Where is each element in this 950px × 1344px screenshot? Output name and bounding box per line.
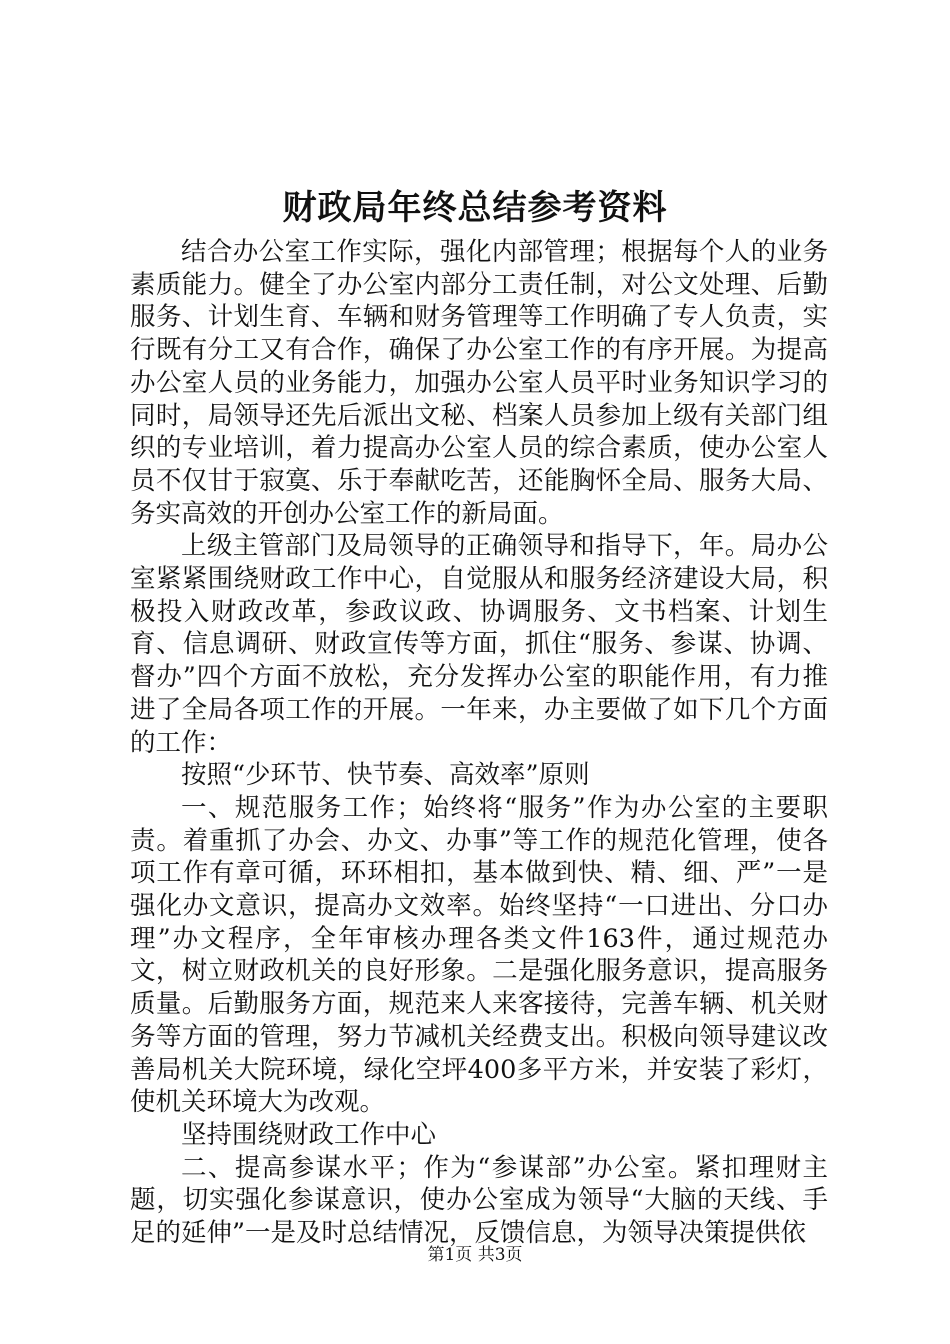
paragraph-office-management: 结合办公室工作实际，强化内部管理；根据每个人的业务素质能力。健全了办公室内部分工责任制，对公文处理、后勤服务、计划生育、车辆和财务管理等工作明确了专人负责，实行既有分工又有合作，确保了办公室工作的有序开展。为提高办公室人员的业务能力，加强办公室人员平时业务知识学习的同时，局领导还先后派出文秘、档案人员参加上级有关部门组织的专业培训，着力提高办公室人员的综合素质，使办公室人员不仅甘于寂寞、乐于奉献吃苦，还能胸怀全局、服务大局、务实高效的开创办公室工作的新局面。 <box>130 237 828 529</box>
paragraph-service-work: 一、规范服务工作；始终将“服务”作为办公室的主要职责。着重抓了办会、办文、办事”等工作的规范化管理，使各项工作有章可循，环环相扣，基本做到快、精、细、严”一是强化办文意识，提高办文效率。始终坚持“一口进出、分口办理”办文程序，全年审核办理各类文件163件，通过规范办文，树立财政机关的良好形象。二是强化服务意识，提高服务质量。后勤服务方面，规范来人来客接待，完善车辆、机关财务等方面的管理，努力节减机关经费支出。积极向领导建议改善局机关大院环境，绿化空坪400多平方米，并安装了彩灯，使机关环境大为改观。 <box>130 792 828 1118</box>
paragraph-advisory-level: 二、提高参谋水平；作为“参谋部”办公室。紧扣理财主题，切实强化参谋意识，使办公室成为领导“大脑的天线、手足的延伸”一是及时总结情况，反馈信息，为领导决策提供依 <box>130 1152 828 1249</box>
document-title: 财政局年终总结参考资料 <box>282 188 668 228</box>
page-number-footer: 第1页 共3页 <box>427 1245 523 1265</box>
document-body <box>130 236 828 1250</box>
paragraph-finance-center: 坚持围绕财政工作中心 <box>181 1119 437 1150</box>
paragraph-principle: 按照“少环节、快节奏、高效率”原则 <box>181 760 590 791</box>
paragraph-overview: 上级主管部门及局领导的正确领导和指导下，年。局办公室紧紧围绕财政工作中心，自觉服从和服务经济建设大局，积极投入财政改革，参政议政、协调服务、文书档案、计划生育、信息调研、财政宣传等方面，抓住“服务、参谋、协调、督办”四个方面不放松，充分发挥办公室的职能作用，有力推进了全局各项工作的开展。一年来，办主要做了如下几个方面的工作： <box>130 531 828 758</box>
